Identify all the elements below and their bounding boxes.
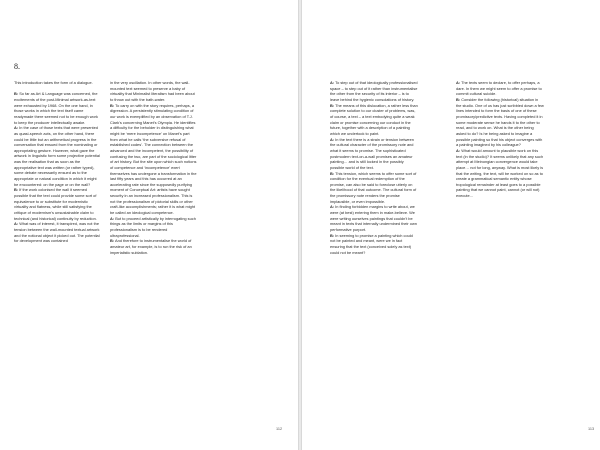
speaker-label: A: — [456, 80, 461, 85]
paragraph-text: The means of this dislocation, a rather less than complete solution to our cluster of problems, was, of course, a text – a text embodying quite a weak claim or promise concerning our conduct in the future, together with a description of a painting which we undertook to paint. — [330, 102, 418, 136]
paragraph-text: In finding forbidden margins to write about, we were (at best) entering them in make-believe. We were writing ourselves paintings that couldn’t be meant in texts that internally undermined their own performative purport. — [330, 204, 417, 233]
paragraph-text: And therefore to instrumentalise the world of amateur art, for example, is to run the risk of an imperialistic sublation. — [110, 238, 192, 255]
dialogue-paragraph — [110, 216, 198, 239]
section-number: 8. — [14, 62, 20, 71]
speaker-label: B: — [330, 232, 335, 238]
speaker-label: B: — [330, 102, 335, 108]
speaker-label: B: — [110, 238, 115, 244]
dialogue-paragraph — [110, 80, 198, 103]
paragraph-text: What would amount to plausible work on this text (in the studio)? It seems unlikely that any such attempt at Meinongian convergence would take place… not for long, anyway. What is most likely is that the writing, the text, will be worked on so as to create a grammatical semantic entity whose tropological remainder at least goes to a possible painting that we cannot paint, cannot (or will not) execute… — [456, 147, 544, 199]
paragraph-text: To carry on with the story requires, perhaps, a digression. A persistently stimulating condition of our work is exemplified by an observation of T.J. Clark’s concerning Manet’s Olympia. He identifies a difficulty for the beholder in distinguishing what might be ‘mere incompetence’ on Manet’s part from what he calls ‘the subversive refusal of established codes’. The connection between the advanced and the incompetent, the possibility of confusing the two, are part of the sociological litter of art history. But the site upon which such notions of competence and ‘incompetence’ exert themselves has undergone a transformation in the last fifty years and this has occurred at an accelerating rate since the supposedly purifying moment of Conceptual Art: artists have sought security in an increased professionalism. This is not the professionalism of pictorial skills or other craft-like accomplishments; rather it is what might be called an ideological competence. — [110, 102, 197, 216]
dialogue-paragraph — [330, 80, 418, 103]
paragraph-text: Consider the following (historical) situation in the studio. One of us has just scribbled down a few lines intended to form the basis of one of these promissory/predictive texts. Having completed it in some moderate sense he hands it to the other to read, and to work on. What is the other being asked to do? Is he being asked to imagine a possible painting so that his object converges with a painting imagined by his colleague? — [456, 96, 544, 148]
dialogue-paragraph — [330, 171, 418, 205]
dialogue-paragraph — [456, 148, 544, 199]
paragraph-text: In the case of those texts that were presented as quasi-speech acts, on the other hand, there could be little but an arithmetical progress in the conversation that ensued from the nominating or appropriating gesture. However, what gave the artwork in linguistic form some projective potential was the realisation that as soon as the appropriative text was written (or rather typed), some debate necessarily ensued as to the appropriate or natural condition in which it might be encountered: on the page or on the wall? — [14, 125, 100, 187]
dialogue-paragraph — [456, 97, 544, 148]
speaker-label: A: — [456, 147, 461, 153]
dialogue-paragraph — [14, 125, 102, 187]
dialogue-paragraph — [330, 103, 418, 137]
dialogue-paragraph — [330, 137, 418, 171]
right-column-1 — [330, 80, 418, 255]
paragraph-text: In seeming to promise a painting which could not be painted and meant, were we in fact ensuring that the text (conceived solely as text) could not be meant? — [330, 232, 413, 255]
page-number-right: 113 — [588, 427, 595, 431]
right-page — [302, 0, 600, 450]
intro-text: This introduction takes the form of a dialogue. — [14, 80, 93, 85]
dialogue-paragraph — [110, 103, 198, 216]
speaker-label: A: — [110, 215, 115, 221]
paragraph-text: But to proceed artistically by interrogating such things as the limits or margins of this professionalism is to be rendered ultraprofessional. — [110, 215, 196, 238]
speaker-label: A: — [14, 125, 19, 131]
dialogue-paragraph — [110, 238, 198, 255]
speaker-label: B: — [330, 170, 335, 176]
speaker-label: A: — [330, 204, 335, 210]
speaker-label: A: — [330, 80, 335, 85]
paragraph-text: If the work colonised the wall it seemed possible that the text could provide some sort of equivalence to or substitute for modernistic virtuality and flatness, while still satisfying the critique of modernism’s unsustainable claim to technical (and historical) continuity by reduction. — [14, 187, 97, 221]
speaker-label: B: — [110, 102, 115, 108]
paragraph-text: The texts seem to declare, to offer perhaps, a dare. In them we might seem to offer a promise to commit cultural suicide. — [456, 80, 542, 97]
dialogue-paragraph — [14, 187, 102, 221]
left-column-2 — [110, 80, 198, 255]
dialogue-paragraph — [14, 91, 102, 125]
speaker-label: B: — [14, 187, 19, 193]
dialogue-paragraph — [330, 204, 418, 232]
paragraph-text: To step out of that ideologically professionalised space – to step out of it rather than instrumentalise the other from the security of its interior – is to leave behind the hygienic consolations of history. — [330, 80, 418, 102]
speaker-label: B: — [14, 91, 19, 97]
speaker-label: B: — [456, 96, 461, 102]
paragraph-text: What was of interest, it transpired, was not the tension between the wall-mounted textual artwork and the notional object it picked out. The potential for development was contained — [14, 221, 100, 244]
left-page — [0, 0, 298, 450]
left-column-1 — [14, 80, 102, 244]
paragraph-text: in the very oscillation. In other words, the wall-mounted text seemed to preserve a baby of virtuality that Minimalist literalism had been about to throw out with the bath-water. — [110, 80, 195, 102]
speaker-label: A: — [14, 221, 19, 227]
paragraph-text: This tension, which seems to offer some sort of condition for the eventual redemption of the promise, can also be said to foreclose utterly on the likelihood of that outcome. The cultural form of the promissory note renders the promise implausible, or even impossible. — [330, 170, 417, 204]
dialogue-paragraph — [330, 233, 418, 256]
page-number-left: 112 — [276, 427, 283, 431]
paragraph-text: In the text there is a strain or tension between the cultural character of the promissory note and what it seems to promise. The sophisticated postmodern text-on-a-wall promises an amateur painting… and is still locked in the possibly possible world of the text. — [330, 136, 414, 170]
dialogue-paragraph — [456, 80, 544, 97]
speaker-label: A: — [330, 136, 335, 142]
dialogue-paragraph — [14, 221, 102, 244]
paragraph-text: So far as Art & Language was concerned, the excitements of the post-Minimal artwork-as-text were exhausted by 1968. On the one hand, in those works in which the text itself came readymade there seemed not to be enough work to keep the producer intellectually awake. — [14, 91, 98, 125]
right-column-2 — [456, 80, 544, 199]
